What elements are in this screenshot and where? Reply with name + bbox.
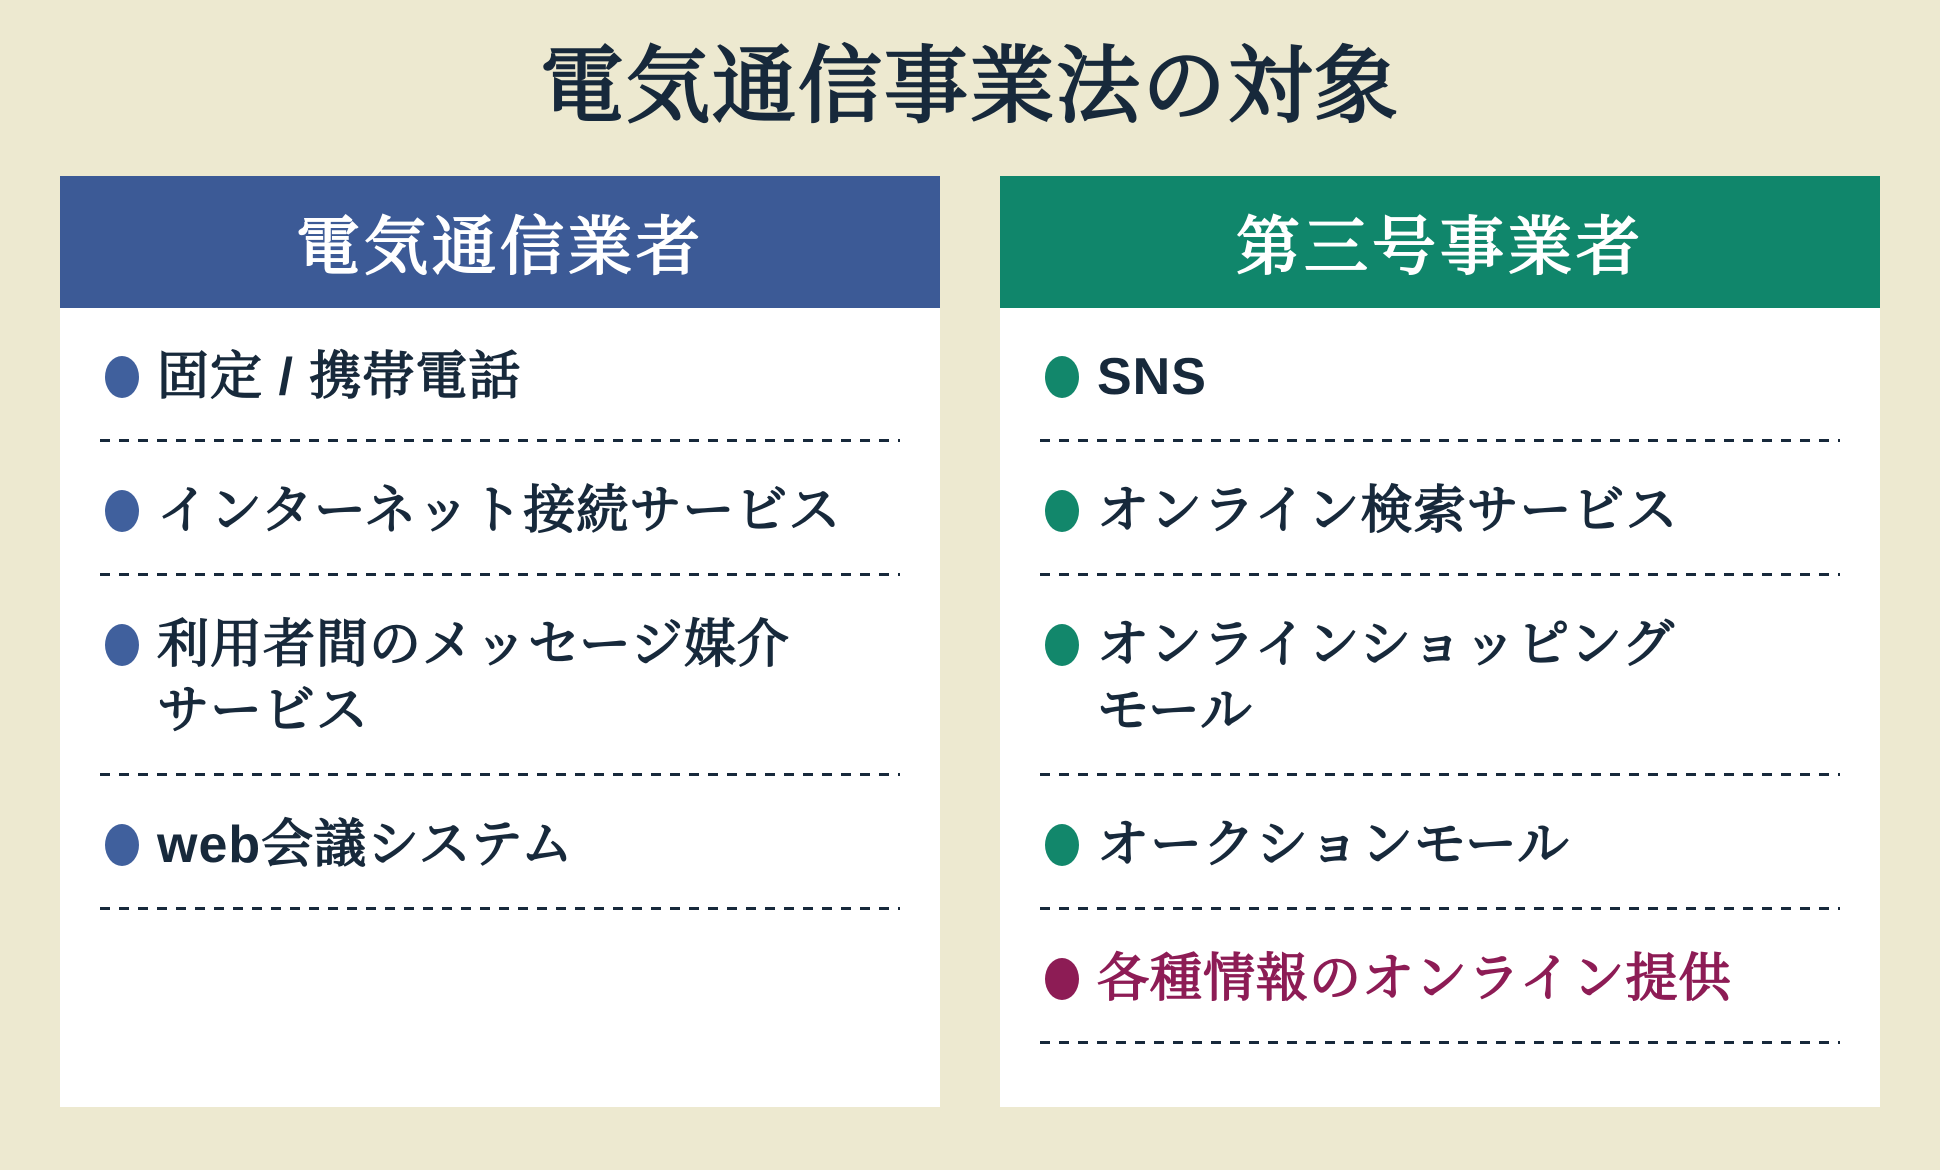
page-title: 電気通信事業法の対象 [539, 39, 1400, 133]
list-item [1040, 776, 1840, 910]
list-item [100, 442, 900, 576]
panel-header-third-number-business: 第三号事業者 [1000, 176, 1880, 308]
list-item [100, 776, 900, 910]
list-item-emphasis [1040, 910, 1840, 1044]
panel-third-number-business [1000, 176, 1880, 1107]
list-item [100, 308, 900, 442]
list-item-label: 固定 / 携帯電話 [157, 348, 522, 406]
list-item-label: オンラインショッピング モール [1097, 616, 1676, 740]
list-item [100, 576, 900, 776]
dot-icon [105, 490, 139, 532]
infographic-canvas [0, 34, 1940, 1170]
third-number-business-item-list [1000, 308, 1880, 1107]
list-item [1040, 442, 1840, 576]
list-item-label: オークションモール [1097, 816, 1570, 874]
two-column-layout [60, 176, 1880, 1107]
list-item [1040, 576, 1840, 776]
dot-icon [1045, 824, 1079, 866]
list-item-label: 各種情報のオンライン提供 [1097, 950, 1732, 1008]
dot-icon [1045, 490, 1079, 532]
list-item [1040, 308, 1840, 442]
dot-icon [1045, 356, 1079, 398]
list-item-label: 利用者間のメッセージ媒介 サービス [157, 616, 790, 740]
dot-icon [1045, 958, 1079, 1000]
telecom-carrier-item-list [60, 308, 940, 1107]
list-item-label: インターネット接続サービス [157, 482, 842, 540]
panel-telecom-carrier [60, 176, 940, 1107]
list-item-label: SNS [1097, 348, 1207, 406]
list-item-label: オンライン検索サービス [1097, 482, 1679, 540]
dot-icon [105, 356, 139, 398]
panel-header-telecom-carrier: 電気通信業者 [60, 176, 940, 308]
dot-icon [105, 624, 139, 666]
dot-icon [105, 824, 139, 866]
list-item-label: web会議システム [157, 816, 574, 874]
dot-icon [1045, 624, 1079, 666]
